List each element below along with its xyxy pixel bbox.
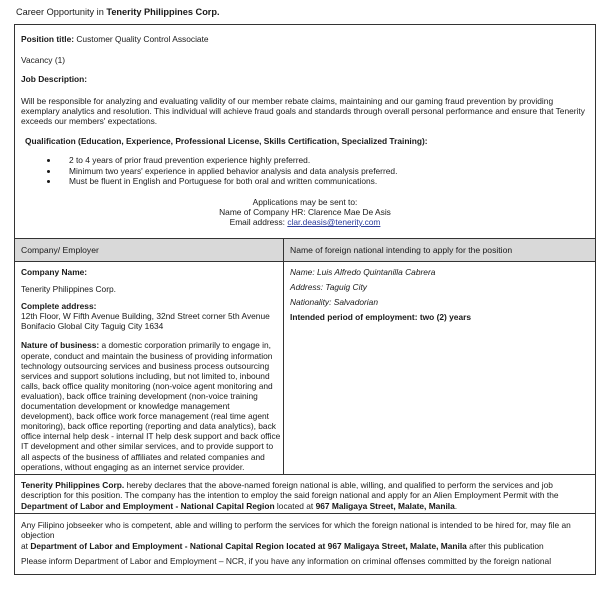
column-divider	[283, 238, 284, 474]
position-title-label: Position title:	[21, 34, 75, 44]
declaration-address: 967 Maligaya Street, Malate, Manila	[315, 500, 455, 511]
nature-line: documentation development or knowledge management	[21, 401, 230, 412]
posting-frame	[14, 24, 596, 575]
nature-line: technology outsourcing services and business process outsourcing	[21, 360, 270, 371]
objection-after: after this publication	[466, 540, 544, 551]
job-description-line: exemplary analytics and resolution. This individual will achieve fraud goals and standards through overall personal performance and ensure that Tenerity	[21, 106, 585, 116]
list-item: • Must be fluent in English and Portuguese for both oral and written communications.	[59, 176, 397, 187]
objection-at: at	[21, 540, 31, 551]
nature-label: Nature of business:	[21, 340, 100, 351]
employment-period: Intended period of employment: two (2) years	[290, 312, 472, 323]
foreign-national-nationality: Nationality: Salvadorian	[290, 297, 378, 308]
list-item: • 2 to 4 years of prior fraud prevention experience highly preferred.	[59, 155, 397, 166]
qualification-list	[35, 155, 397, 187]
nature-line: monitoring), back office reporting (reporting and data analytics), back	[21, 421, 276, 432]
divider	[15, 474, 595, 475]
header-company: Tenerity Philippines Corp.	[106, 7, 220, 17]
table-header-bar	[15, 238, 595, 262]
nature-line: operate, conduct and maintain the business of providing information	[21, 350, 273, 361]
employer-details	[21, 267, 281, 472]
objection-line-1: Any Filipino jobseeker who is competent, able and willing to perform the services for which the foreign national is intended to be hired for, may file an objection	[21, 520, 571, 541]
declaration-text: hereby declares that the above-named foreign national is able, willing, and qualified to perform the services and job	[124, 480, 553, 490]
job-details-section	[15, 25, 595, 237]
job-description-line: exceeds our members' expectations.	[21, 116, 158, 126]
list-item: • Minimum two years' experience in applied behavior analysis and data analysis preferred.	[59, 166, 397, 177]
company-name-label: Company Name:	[21, 267, 88, 277]
nature-line: services and support solutions including, but not limited to, inbound	[21, 370, 270, 381]
header-prefix: Career Opportunity in	[16, 7, 107, 17]
qualification-heading: Qualification (Education, Experience, Professional License, Skills Certification, Specialized Training):	[25, 136, 428, 146]
declaration-dole: Department of Labor and Employment - National Capital Region	[21, 500, 275, 511]
foreign-national-details	[290, 267, 590, 322]
nature-line: all aspects of the business of affiliates and related companies and	[21, 451, 265, 462]
position-title: Customer Quality Control Associate	[76, 34, 209, 44]
nature-line: IT development and other similar services, and to provide support to	[21, 441, 274, 452]
company-name: Tenerity Philippines Corp.	[21, 284, 116, 295]
declaration-located: located at	[274, 500, 316, 511]
job-description-heading: Job Description:	[21, 74, 88, 84]
hr-contact-name: Name of Company HR: Clarence Mae De Asis	[219, 207, 391, 217]
nature-line: evaluation), back office training development (non-voice training	[21, 390, 258, 401]
declaration-company: Tenerity Philippines Corp.	[21, 480, 125, 490]
address-line: 12th Floor, W Fifth Avenue Building, 32nd Street corner 5th Avenue	[21, 311, 270, 322]
declaration-block	[21, 480, 589, 511]
nature-line: calls, back office quality monitoring (non-voice agent monitoring and	[21, 380, 273, 391]
application-intro: Applications may be sent to:	[252, 197, 358, 207]
foreign-national-address: Address: Taguig City	[290, 282, 367, 293]
objection-dole: Department of Labor and Employment - National Capital Region located at 967 Maligaya Street, Malate, Manila	[30, 540, 467, 551]
job-description-line: Will be responsible for analyzing and evaluating validity of our member rebate claims, maintaining and our gaming fraud prevention by providing	[21, 96, 554, 106]
vacancy: Vacancy (1)	[21, 55, 66, 65]
nature-line: development), back office work force management (real time agent	[21, 411, 269, 422]
foreign-national-column-header: Name of foreign national intending to apply for the position	[290, 245, 513, 255]
inform-notice: Please inform Department of Labor and Employment – NCR, if you have any information on criminal offenses committed by the foreign national	[21, 556, 552, 566]
nature-line: operations, without engaging as an internet service provider.	[21, 461, 245, 472]
nature-line: office internal help desk - internal IT help desk support and back office	[21, 431, 281, 442]
position-title-line	[21, 34, 209, 44]
nature-of-business	[21, 340, 281, 350]
declaration-end: .	[454, 500, 458, 511]
address-label: Complete address:	[21, 301, 97, 312]
hr-email-line	[15, 217, 595, 227]
email-label: Email address:	[229, 217, 288, 227]
objection-block	[21, 520, 589, 551]
foreign-national-name: Name: Luis Alfredo Quintanilla Cabrera	[290, 267, 436, 277]
employer-column-header: Company/ Employer	[21, 245, 99, 255]
nature-text: a domestic corporation primarily to engage in,	[99, 340, 271, 351]
posting-header	[16, 7, 220, 17]
address-line: Bonifacio Global City Taguig City 1634	[21, 321, 164, 332]
divider	[15, 513, 595, 514]
hr-email-link[interactable]: clar.deasis@tenerity.com	[287, 217, 381, 227]
declaration-line-2: description for this position. The company has the intention to employ the said foreign national and apply for an Alien Employment Permit with the	[21, 490, 559, 501]
